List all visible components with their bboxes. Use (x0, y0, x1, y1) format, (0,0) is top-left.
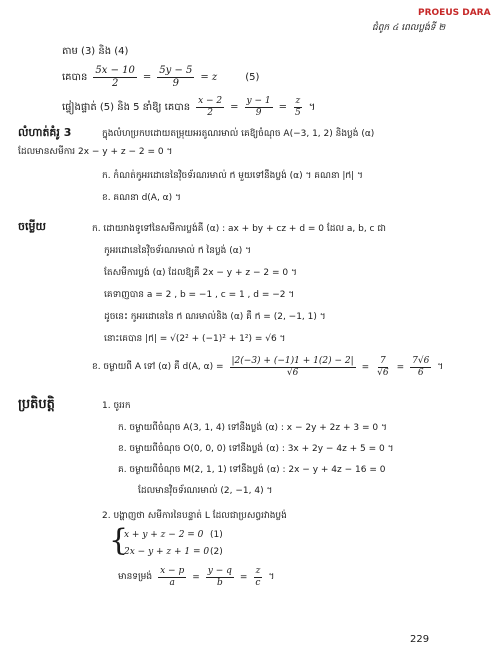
solution-b-frac3: $\frac{7√6}{6}$ (412, 356, 430, 378)
practice-q2: 2. បង្ហាញថា សមីការនៃបន្ទាត់ L ដែលជាប្រសព្វរវាងប្លង់ (102, 511, 287, 521)
eq5-frac2: $\frac{5y - 5}{9}$ (159, 65, 193, 89)
form-frac2: $\frac{y - q}{b}$ (207, 566, 232, 588)
solution-b-line: ខ. ចម្ងាយពី A ទៅ (α) គឺ d(A, α) = $\frac{|2(-3) + (-1)1 + 1(2) - 2|}{√6}$ = $\frac{7}{√6}$ = $\frac{7√6}{6}$ ។ (92, 356, 444, 378)
system-eq2-tag: (2) (210, 547, 223, 557)
eq-final-frac1: $\frac{x - 2}{2}$ (198, 96, 223, 118)
solution-a2: កូអរដោនេនៃវ៉ិចទ័រណរមាល់ n⃗ នៃប្លង់ (α) ។ (104, 246, 251, 256)
solution-a4: គេទាញបាន a = 2 , b = −1 , c = 1 , d = −2 ។ (104, 290, 295, 300)
system-eq1-tag: (1) (210, 530, 223, 540)
system-eq1: x + y + z − 2 = 0 (124, 530, 204, 540)
solution-a5: ដូចនេះ កូអរដោនេនៃ n⃗ ណរមាល់និង (α) គឺ n⃗ = (2, −1, 1) ។ (104, 312, 326, 322)
system-brace: { (109, 523, 129, 558)
practice-q1c: គ. ចម្ងាយពីចំណុច M(2, 1, 1) ទៅនឹងប្លង់ (α) : 2x − y + 4z − 16 = 0 (118, 465, 386, 475)
page-number: 229 (410, 634, 430, 645)
chapter-header: ជំពូក ៤ ពេលប្លង់ទី ២ (372, 23, 446, 33)
form-frac1: $\frac{x - p}{a}$ (160, 566, 185, 588)
practice-q1b: ខ. ចម្ងាយពីចំណុច O(0, 0, 0) ទៅនឹងប្លង់ (α) : 3x + 2y − 4z + 5 = 0 ។ (118, 444, 394, 454)
practice-q1c2: ដែលមានវ៉ិចទ័រណរមាល់ (2, −1, 4) ។ (138, 486, 273, 496)
eq-final-frac2: $\frac{y - 1}{9}$ (246, 96, 271, 118)
eq-final-frac3: $\frac{z}{5}$ (295, 96, 301, 118)
solution-a3: តែសមីការប្លង់ (α) ដែលឱ្យគឺ 2x − y + z − 2 = 0 ។ (104, 268, 297, 278)
solution-a6: នោះគេបាន |n⃗| = √(2² + (−1)² + 1²) = √6 ។ (104, 334, 286, 344)
solution-b-frac2: $\frac{7}{√6}$ (377, 356, 389, 378)
solution-label: ចម្លើយ (18, 220, 46, 233)
solution-b-frac1: $\frac{|2(-3) + (-1)1 + 1(2) - 2|}{√6}$ (231, 356, 354, 378)
brand-label: PROEUS DARA (418, 8, 491, 18)
example-question-a: ក. កំណត់កូអរដោនេនៃវ៉ិចទ័រណរមាល់ n⃗ មួយទៅនឹងប្លង់ (α) ។ គណនា |n⃗| ។ (102, 171, 363, 181)
form-prefix: មានទម្រង់ (118, 572, 153, 582)
solution-b-prefix: ខ. ចម្ងាយពី A ទៅ (α) គឺ d(A, α) = (92, 362, 224, 372)
example-question-b: ខ. គណនា d(A, α) ។ (102, 193, 181, 203)
form-frac3: $\frac{z}{c}$ (255, 566, 261, 588)
eq5-tag: (5) (245, 72, 260, 83)
example-text2: ដែលមានសមីការ 2x − y + z − 2 = 0 ។ (18, 147, 173, 157)
eq5-line: គេបាន $\frac{5x - 10}{2}$ = $\frac{5y - 5}{9}$ = z (5) (62, 65, 260, 89)
intro-line1: តាម (3) និង (4) (62, 46, 129, 57)
eq5-frac1: $\frac{5x - 10}{2}$ (95, 65, 135, 89)
form-line: មានទម្រង់ $\frac{x - p}{a}$ = $\frac{y - q}{b}$ = $\frac{z}{c}$ ។ (118, 566, 275, 588)
example-text1: ក្នុងលំហប្រកបដោយតម្រុយអរតូណរមាល់ គេឱ្យចំណុច A(−3, 1, 2) និងប្លង់ (α) (102, 129, 375, 139)
eq-final-line: ផ្ទៀងផ្ទាត់ (5) និង 5 នាំឱ្យ គេបាន $\frac{x - 2}{2}$ = $\frac{y - 1}{9}$ = $\frac{z}{5}$ ។ (62, 96, 316, 118)
eq-final-prefix: ផ្ទៀងផ្ទាត់ (5) និង 5 នាំឱ្យ គេបាន (62, 102, 191, 113)
practice-label: ប្រតិបត្តិ (18, 397, 55, 412)
eq5-prefix: គេបាន (62, 72, 88, 83)
system-eq2: 2x − y + z + 1 = 0 (124, 547, 210, 557)
practice-q1: 1. ចូររក (102, 401, 131, 411)
practice-q1a: ក. ចម្ងាយពីចំណុច A(3, 1, 4) ទៅនឹងប្លង់ (α) : x − 2y + 2z + 3 = 0 ។ (118, 423, 387, 433)
solution-a1: ក. ដោយរាងទូទៅនៃសមីការប្លង់គឺ (α) : ax + by + cz + d = 0 ដែល a, b, c ជា (92, 224, 386, 234)
example-label: លំហាត់គំរូ 3 (18, 126, 72, 139)
